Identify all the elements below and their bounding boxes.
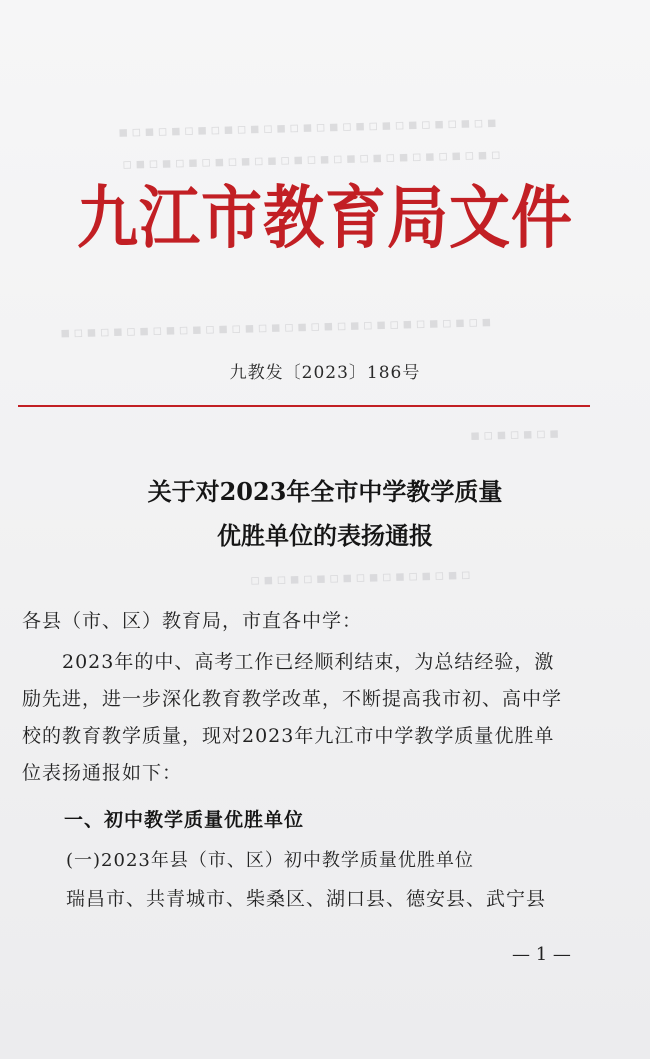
unit-list: 瑞昌市、共青城市、柴桑区、湖口县、德安县、武宁县 [66, 888, 547, 910]
bleed-through-texture: ▪▫▪▫▪▫▪ [469, 423, 563, 445]
body-paragraph [22, 644, 588, 792]
bleed-through-texture: ▫▪▫▪▫▪▫▪▫▪▫▪▫▪▫▪▫▪▫▪▫▪▫▪▫▪▫▪▫ [121, 145, 504, 173]
bleed-through-texture: ▪▫▪▫▪▫▪▫▪▫▪▫▪▫▪▫▪▫▪▫▪▫▪▫▪▫▪▫▪▫▪▫▪ [59, 312, 495, 342]
section-heading: 一、初中教学质量优胜单位 [64, 809, 305, 831]
notice-title [0, 470, 650, 558]
salutation: 各县（市、区）教育局，市直各中学： [22, 610, 363, 632]
notice-title-line: 优胜单位的表扬通报 [217, 521, 433, 550]
body-line: 2023年的中、高考工作已经顺利结束，为总结经验，激 [22, 651, 555, 673]
bleed-through-texture: ▪▫▪▫▪▫▪▫▪▫▪▫▪▫▪▫▪▫▪▫▪▫▪▫▪▫▪▫▪ [117, 113, 500, 141]
notice-title-line: 关于对2023年全市中学教学质量 [147, 477, 503, 506]
red-divider-line [18, 405, 590, 407]
page-number: — 1 — [512, 944, 571, 965]
body-line: 励先进，进一步深化教育教学改革，不断提高我市初、高中学 [22, 688, 563, 710]
bleed-through-texture: ▫▪▫▪▫▪▫▪▫▪▫▪▫▪▫▪▫ [249, 565, 475, 589]
issuer-header: 九江市教育局文件 [76, 178, 573, 259]
body-line: 位表扬通报如下： [22, 762, 183, 784]
document-number: 九教发〔2023〕186号 [229, 363, 421, 383]
sub-heading: (一)2023年县（市、区）初中教学质量优胜单位 [66, 850, 474, 871]
body-line: 校的教育教学质量，现对2023年九江市中学教学质量优胜单 [22, 725, 555, 747]
